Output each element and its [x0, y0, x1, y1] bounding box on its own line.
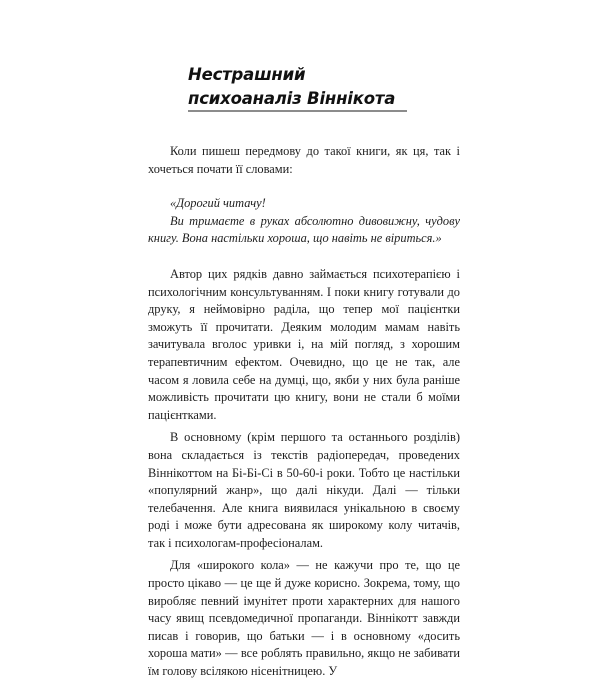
chapter-title [188, 63, 408, 111]
quote-line-body: Ви тримаєте в руках абсолютно дивовижну, чудову книгу. Вона настільки хороша, що навіть не віриться.» [148, 213, 460, 246]
chapter-title-line-2: психоаналіз Віннікота [188, 89, 396, 108]
quote-line-greeting: «Дорогий читачу! [170, 196, 266, 211]
paragraph-author: Автор цих рядків давно займається психотерапією і психологічним консультуванням. І поки книгу готували до друку, я неймовірно раділа, що тепер мої пацієнтки зможуть її прочитати. Деяким молодим мамам навіть зачитувала вголос уривки і, на мій погляд, з хорошим терапевтичним ефектом. Очевидно, що це не так, але часом я ловила себе на думці, що, якби у них була раніше можливість прочитати цю книгу, вони не стали б моїми пацієнтками. [148, 266, 460, 422]
epigraph-quote [148, 195, 460, 248]
title-underline-divider [188, 110, 407, 112]
paragraph-wide-audience: Для «широкого кола» — не кажучи про те, що це просто цікаво — це ще й дуже корисно. Зокрема, тому, що виробляє певний імунітет проти характерних для нашого часу явищ псевдомедичної пропаганди. Віннікотт завжди писав і говорив, що батьки — і в основному «досить хороша мати» — все роблять правильно, якщо не забивати їм голову всілякою нісенітницею. У [148, 558, 460, 679]
intro-paragraph: Коли пишеш передмову до такої книги, як ця, так і хочеться почати її словами: [148, 144, 460, 176]
chapter-title-line-1: Нестрашний [188, 65, 306, 84]
paragraph-radio-broadcasts: В основному (крім першого та останнього розділів) вона складається із текстів радіопередач, проведених Віннікоттом на Бі-Бі-Сі в 50-60-і роки. Тобто це настільки «популярний жанр», що далі нікуди. Далі — тільки телебачення. Але книга виявилася унікальною в своєму роді і може бути адресована як широкому колу читачів, так і психологам-професіоналам. [148, 430, 460, 550]
